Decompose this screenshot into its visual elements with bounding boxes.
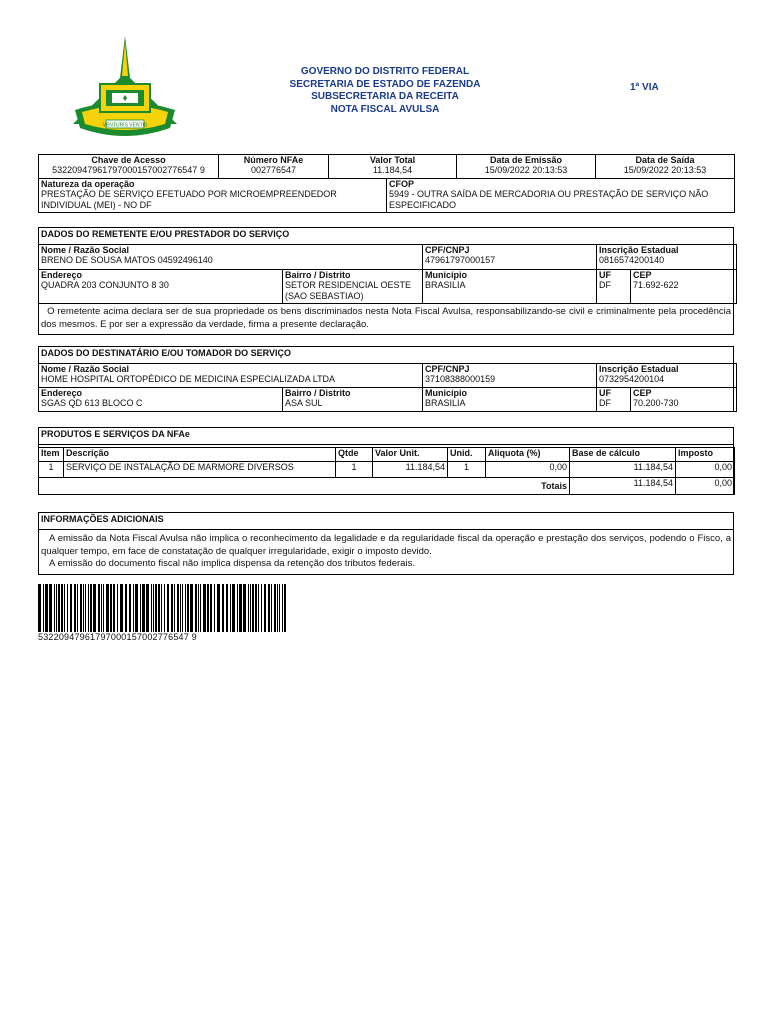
logo-motto: VENTURIS VENTIS bbox=[102, 122, 148, 129]
destinatario-title: DADOS DO DESTINATÁRIO E/OU TOMADOR DO SERVIÇO bbox=[39, 347, 733, 364]
saida-cell bbox=[596, 155, 735, 179]
natureza-cell bbox=[39, 179, 387, 213]
col-valor-unit: Valor Unit. bbox=[373, 448, 448, 462]
emissao-cell bbox=[457, 155, 596, 179]
destinatario-municipio-value: BRASILIA bbox=[425, 398, 466, 409]
nfae-label: Número NFAe bbox=[243, 155, 304, 165]
row-base: 11.184,54 bbox=[570, 462, 676, 478]
destinatario-ie-cell bbox=[597, 364, 737, 388]
col-descricao: Descrição bbox=[64, 448, 336, 462]
cfop-value: 5949 - OUTRA SAÍDA DE MERCADORIA OU PRESTAÇÃO DE SERVIÇO NÃO ESPECIFICADO bbox=[389, 189, 709, 210]
destinatario-municipio-label: Município bbox=[425, 388, 468, 398]
remetente-ie-value: 0816574200140 bbox=[599, 255, 665, 266]
valor-total-cell bbox=[329, 155, 457, 179]
header-line-3: SUBSECRETARIA DA RECEITA bbox=[311, 91, 459, 102]
row-aliquota: 0,00 bbox=[486, 462, 570, 478]
destinatario-bairro-label: Bairro / Distrito bbox=[285, 388, 351, 398]
remetente-uf-label: UF bbox=[599, 270, 612, 280]
remetente-municipio-value: BRASILIA bbox=[425, 280, 466, 291]
remetente-ie-label: Inscrição Estadual bbox=[599, 245, 679, 255]
row-imposto: 0,00 bbox=[676, 462, 735, 478]
destinatario-cpf-value: 37108388000159 bbox=[425, 374, 496, 385]
col-item: Item bbox=[39, 448, 64, 462]
info-line-2: A emissão do documento fiscal não implica dispensa da retenção dos tributos federais. bbox=[49, 558, 415, 569]
destinatario-cep-label: CEP bbox=[633, 388, 652, 398]
remetente-bairro-value: SETOR RESIDENCIAL OESTE (SAO SEBASTIAO) bbox=[285, 280, 412, 301]
chave-label: Chave de Acesso bbox=[91, 155, 166, 165]
destinatario-endereco-label: Endereço bbox=[41, 388, 83, 398]
remetente-nome-value: BRENO DE SOUSA MATOS 04592496140 bbox=[41, 255, 213, 266]
row-unid: 1 bbox=[448, 462, 486, 478]
header-line-4: NOTA FISCAL AVULSA bbox=[330, 103, 440, 115]
destinatario-uf-cell bbox=[597, 388, 631, 412]
col-qtde: Qtde bbox=[336, 448, 373, 462]
emissao-label: Data de Emissão bbox=[489, 155, 563, 165]
destinatario-municipio-cell bbox=[423, 388, 597, 412]
destinatario-endereco-cell bbox=[39, 388, 283, 412]
valor-total-label: Valor Total bbox=[369, 155, 416, 165]
destinatario-endereco-value: SGAS QD 613 BLOCO C bbox=[41, 398, 143, 409]
destinatario-uf-label: UF bbox=[599, 388, 612, 398]
row-item: 1 bbox=[39, 462, 64, 478]
remetente-uf-cell bbox=[597, 270, 631, 304]
table-row bbox=[39, 462, 735, 478]
chave-value: 53220947961797000157002776547 9 bbox=[52, 165, 205, 176]
remetente-cep-label: CEP bbox=[633, 270, 652, 280]
totals-row bbox=[39, 478, 735, 495]
nfae-value: 002776547 bbox=[250, 165, 297, 176]
row-descricao: SERVIÇO DE INSTALAÇÃO DE MARMORE DIVERSOS bbox=[64, 462, 336, 478]
destinatario-bairro-cell bbox=[283, 388, 423, 412]
header-titles bbox=[240, 66, 530, 116]
row-qtde: 1 bbox=[336, 462, 373, 478]
cfop-cell bbox=[387, 179, 735, 213]
produtos-table bbox=[38, 447, 735, 495]
info-line-1: A emissão da Nota Fiscal Avulsa não implica o reconhecimento da legalidade e da regularidade fiscal da operação e prestação dos serviços, podendo o Fisco, a qualquer tempo, em face de constatação de qualquer irregularidade, exigir o imposto devido. bbox=[41, 533, 731, 557]
destinatario-cpf-label: CPF/CNPJ bbox=[425, 364, 470, 374]
remetente-nome-cell bbox=[39, 245, 423, 270]
remetente-bairro-cell bbox=[283, 270, 423, 304]
remetente-title: DADOS DO REMETENTE E/OU PRESTADOR DO SERVIÇO bbox=[39, 228, 733, 245]
coat-of-arms-logo bbox=[70, 36, 180, 140]
destinatario-ie-label: Inscrição Estadual bbox=[599, 364, 679, 374]
saida-label: Data de Saída bbox=[635, 155, 695, 165]
remetente-municipio-label: Município bbox=[425, 270, 468, 280]
remetente-cpf-value: 47961797000157 bbox=[425, 255, 496, 266]
via-label: 1ª VIA bbox=[630, 82, 659, 93]
remetente-endereco-label: Endereço bbox=[41, 270, 83, 280]
remetente-declaracao bbox=[39, 304, 733, 334]
remetente-ie-cell bbox=[597, 245, 737, 270]
totais-imposto: 0,00 bbox=[676, 478, 735, 495]
remetente-section bbox=[38, 227, 734, 335]
barcode-number: 53220947961797000157002776547 9 bbox=[38, 632, 197, 642]
remetente-cpf-cell bbox=[423, 245, 597, 270]
top-info-table bbox=[38, 154, 734, 213]
header-line-1: GOVERNO DO DISTRITO FEDERAL bbox=[300, 66, 470, 77]
valor-total-value: 11.184,54 bbox=[372, 165, 413, 176]
cfop-label: CFOP bbox=[389, 179, 415, 189]
emissao-value: 15/09/2022 20:13:53 bbox=[484, 165, 568, 176]
col-unid: Unid. bbox=[448, 448, 486, 462]
totais-base: 11.184,54 bbox=[570, 478, 676, 495]
natureza-value: PRESTAÇÃO DE SERVIÇO EFETUADO POR MICROEMPREENDEDOR INDIVIDUAL (MEI) - NO DF bbox=[41, 189, 337, 210]
barcode bbox=[38, 584, 288, 632]
produtos-section bbox=[38, 427, 734, 495]
row-valor-unit: 11.184,54 bbox=[373, 462, 448, 478]
remetente-bairro-label: Bairro / Distrito bbox=[285, 270, 351, 280]
destinatario-cpf-cell bbox=[423, 364, 597, 388]
destinatario-nome-cell bbox=[39, 364, 423, 388]
info-text bbox=[39, 530, 733, 574]
destinatario-bairro-value: ASA SUL bbox=[285, 398, 323, 409]
remetente-cep-cell bbox=[631, 270, 737, 304]
produtos-title: PRODUTOS E SERVIÇOS DA NFAe bbox=[39, 428, 733, 445]
destinatario-nome-label: Nome / Razão Social bbox=[41, 364, 130, 374]
chave-cell bbox=[39, 155, 219, 179]
remetente-municipio-cell bbox=[423, 270, 597, 304]
destinatario-cep-cell bbox=[631, 388, 737, 412]
remetente-cep-value: 71.692-622 bbox=[633, 280, 679, 291]
info-title: INFORMAÇÕES ADICIONAIS bbox=[39, 513, 733, 530]
saida-value: 15/09/2022 20:13:53 bbox=[623, 165, 707, 176]
natureza-label: Natureza da operação bbox=[41, 179, 135, 189]
remetente-endereco-cell bbox=[39, 270, 283, 304]
destinatario-cep-value: 70.200-730 bbox=[633, 398, 679, 409]
remetente-endereco-value: QUADRA 203 CONJUNTO 8 30 bbox=[41, 280, 169, 291]
col-imposto: Imposto bbox=[676, 448, 735, 462]
remetente-cpf-label: CPF/CNPJ bbox=[425, 245, 470, 255]
col-base: Base de cálculo bbox=[570, 448, 676, 462]
destinatario-section bbox=[38, 346, 734, 412]
totais-label: Totais bbox=[39, 478, 570, 495]
col-aliquota: Alíquota (%) bbox=[486, 448, 570, 462]
header-line-2: SECRETARIA DE ESTADO DE FAZENDA bbox=[289, 78, 481, 90]
remetente-uf-value: DF bbox=[599, 280, 612, 291]
destinatario-ie-value: 0732954200104 bbox=[599, 374, 665, 385]
info-section bbox=[38, 512, 734, 575]
destinatario-nome-value: HOME HOSPITAL ORTOPÉDICO DE MEDICINA ESPECIALIZADA LTDA bbox=[41, 374, 336, 385]
remetente-nome-label: Nome / Razão Social bbox=[41, 245, 130, 255]
remetente-declaracao-text: O remetente acima declara ser de sua propriedade os bens discriminados nesta Nota Fiscal Avulsa, responsabilizando-se civil e criminalmente pela procedência dos mesmos. E por ser a expressão da verdade, firma a presente declaração. bbox=[41, 306, 732, 330]
nfae-cell bbox=[219, 155, 329, 179]
destinatario-uf-value: DF bbox=[599, 398, 612, 409]
